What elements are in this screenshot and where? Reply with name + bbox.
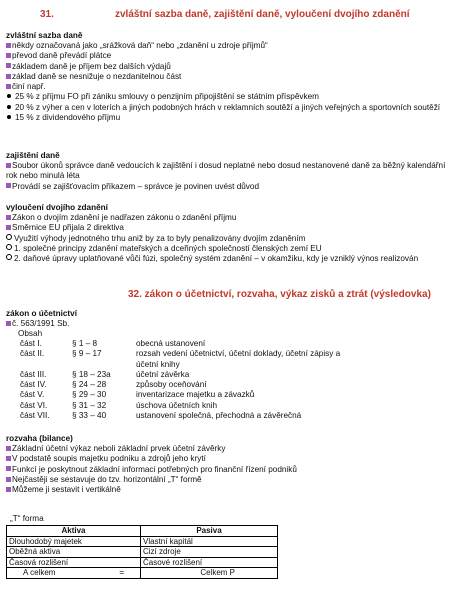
zakon-list [6, 319, 460, 340]
square-bullet-icon [6, 321, 11, 326]
square-bullet-icon [6, 53, 11, 58]
table-row-total [7, 568, 278, 579]
list-item: č. 563/1991 Sb. [6, 319, 460, 329]
list-item: 20 % z výher a cen v loterích a jiných podobných hrách v reklamních soutěží a jiných veřejných a sportovních soutěží [6, 103, 446, 113]
list-item: Nejčastěji se sestavuje do tzv. horizontální „T“ formě [6, 475, 460, 485]
aktiva-header: Aktiva [7, 526, 141, 537]
table-cell-cast: část III. [20, 369, 47, 379]
table-cell-total-left: A celkem = [7, 568, 141, 579]
pasiva-header: Pasiva [140, 526, 277, 537]
tforma-label: „T“ forma [10, 514, 44, 523]
table-cell-total-right: Celkem P [140, 568, 277, 579]
section-31-number: 31. [40, 9, 54, 20]
table-cell-cast: část II. [20, 349, 45, 359]
section-31-title: zvláštní sazba daně, zajištění daně, vyloučení dvojího zdanění [115, 9, 410, 20]
table-cell-cast: část VI. [20, 400, 48, 410]
dot-bullet-icon [7, 94, 11, 98]
table-row [20, 380, 446, 390]
table-row [20, 370, 446, 380]
square-bullet-icon [6, 183, 11, 188]
list-item: základ daně se nesnižuje o nezdanitelnou část [6, 72, 460, 82]
table-cell-cast: část V. [20, 390, 45, 400]
table-cell: Vlastní kapitál [140, 536, 277, 547]
table-cell-desc: způsoby oceňování [136, 380, 207, 390]
table-cell: Časové rozlišení [140, 557, 277, 568]
list-item: 25 % z příjmu FO při zániku smlouvy o penzijním připojištění se státním příspěvkem [6, 92, 460, 102]
sazba-list [6, 41, 460, 123]
table-cell-desc: účetní knihy [136, 359, 180, 369]
table-cell: Dlouhodobý majetek [7, 536, 141, 547]
table-cell-desc: účetní závěrka [136, 369, 190, 379]
table-cell-par: § 24 – 28 [72, 380, 107, 390]
table-cell-par: § 29 – 30 [72, 390, 107, 400]
circle-bullet-icon [6, 244, 12, 250]
vylouceni-title: vyloučení dvojího zdanění [6, 203, 108, 212]
dot-bullet-icon [7, 105, 11, 109]
square-bullet-icon [6, 215, 11, 220]
square-bullet-icon [6, 487, 11, 492]
table-row [7, 547, 278, 558]
square-bullet-icon [6, 43, 11, 48]
table-cell-desc: ustanovení společná, přechodná a závěrečná [136, 411, 302, 421]
table-row [20, 339, 446, 349]
table-row [7, 536, 278, 547]
list-item: činí např. [6, 82, 460, 92]
list-item: základem daně je příjem bez dalších výdajů [6, 62, 460, 72]
list-item: V podstatě soupis majetku podniku a zdrojů jeho krytí [6, 454, 460, 464]
zajisteni-title: zajištění daně [6, 151, 60, 160]
table-row [20, 411, 446, 421]
table-cell-par: § 1 – 8 [72, 339, 98, 348]
zajisteni-list [6, 161, 460, 192]
table-cell-cast: část I. [20, 339, 42, 348]
square-bullet-icon [6, 74, 11, 79]
list-item: Využití výhody jednotného trhu aniž by za to byly penalizovány dvojím zdaněním [6, 234, 460, 244]
circle-bullet-icon [6, 234, 12, 240]
list-item: Soubor úkonů správce daně vedoucích k zajištění i dosud neplatné nebo dosud nestanovené daně za běžný kalendářní rok nebo minulá léta [6, 161, 446, 181]
table-row [20, 360, 446, 370]
table-cell: Časová rozlišení [7, 557, 141, 568]
list-item: Provádí se zajišťovacím příkazem – správce je povinen uvést důvod [6, 182, 460, 192]
list-item: 15 % z dividendového příjmu [6, 113, 460, 123]
list-item: 1. společné principy zdanění mateřských a dceřiných společností členských zemí EU [6, 244, 460, 254]
rozvaha-list [6, 444, 460, 495]
square-bullet-icon [6, 456, 11, 461]
section-32-title: 32. zákon o účetnictví, rozvaha, výkaz zisků a ztrát (výsledovka) [128, 289, 431, 300]
table-cell: Oběžná aktiva [7, 547, 141, 558]
list-item: Funkcí je poskytnout základní informaci potřebných pro finanční řízení podniků [6, 465, 460, 475]
table-cell: Cizí zdroje [140, 547, 277, 558]
list-item: Zákon o dvojím zdanění je nadřazen zákonu o zdanění příjmu [6, 213, 460, 223]
table-cell-desc: inventarizace majetku a závazků [136, 390, 255, 400]
square-bullet-icon [6, 163, 11, 168]
table-row [7, 557, 278, 568]
square-bullet-icon [6, 477, 11, 482]
table-cell-par [72, 360, 136, 370]
obsah-label: Obsah [18, 329, 43, 339]
table-row [20, 401, 446, 411]
table-cell-desc: úschova účetních knih [136, 400, 218, 410]
circle-bullet-icon [6, 254, 12, 260]
equals-sign: = [119, 568, 124, 577]
table-cell-par: § 9 – 17 [72, 349, 102, 359]
rozvaha-title: rozvaha (bilance) [6, 434, 73, 443]
table-cell-par: § 31 – 32 [72, 400, 107, 410]
list-item: 2. daňové úpravy uplatňované vůči fúzi, společný systém zdanění – v okamžiku, kdy je vzniklý výnos realizován [6, 254, 456, 264]
table-cell-cast [20, 360, 72, 370]
table-row [20, 390, 446, 400]
t-form-table [6, 525, 278, 579]
vylouceni-list [6, 213, 460, 264]
zakon-parts-table [20, 339, 446, 421]
dot-bullet-icon [7, 115, 11, 119]
table-cell-par: § 33 – 40 [72, 411, 107, 421]
sazba-title: zvláštní sazba daně [6, 31, 83, 40]
list-item: někdy označovaná jako „srážková daň“ nebo „zdanění u zdroje příjmů“ [6, 41, 460, 51]
list-item: Základní účetní výkaz neboli základní prvek účetní závěrky [6, 444, 460, 454]
table-row [20, 349, 446, 359]
table-cell-cast: část VII. [20, 411, 50, 421]
list-item: Směrnice EU přijala 2 direktiva [6, 223, 460, 233]
list-item: Můžeme ji sestavit i vertikálně [6, 485, 460, 495]
square-bullet-icon [6, 84, 11, 89]
list-item: převod daně převádí plátce [6, 51, 460, 61]
square-bullet-icon [6, 446, 11, 451]
square-bullet-icon [6, 225, 11, 230]
table-cell-cast: část IV. [20, 380, 47, 390]
zakon-title: zákon o účetnictví [6, 309, 77, 318]
square-bullet-icon [6, 466, 11, 471]
table-cell-par: § 18 – 23a [72, 369, 111, 379]
table-cell-desc: obecná ustanovení [136, 339, 206, 348]
table-cell-desc: rozsah vedení účetnictví, účetní doklady, účetní zápisy a [136, 349, 341, 359]
square-bullet-icon [6, 63, 11, 68]
